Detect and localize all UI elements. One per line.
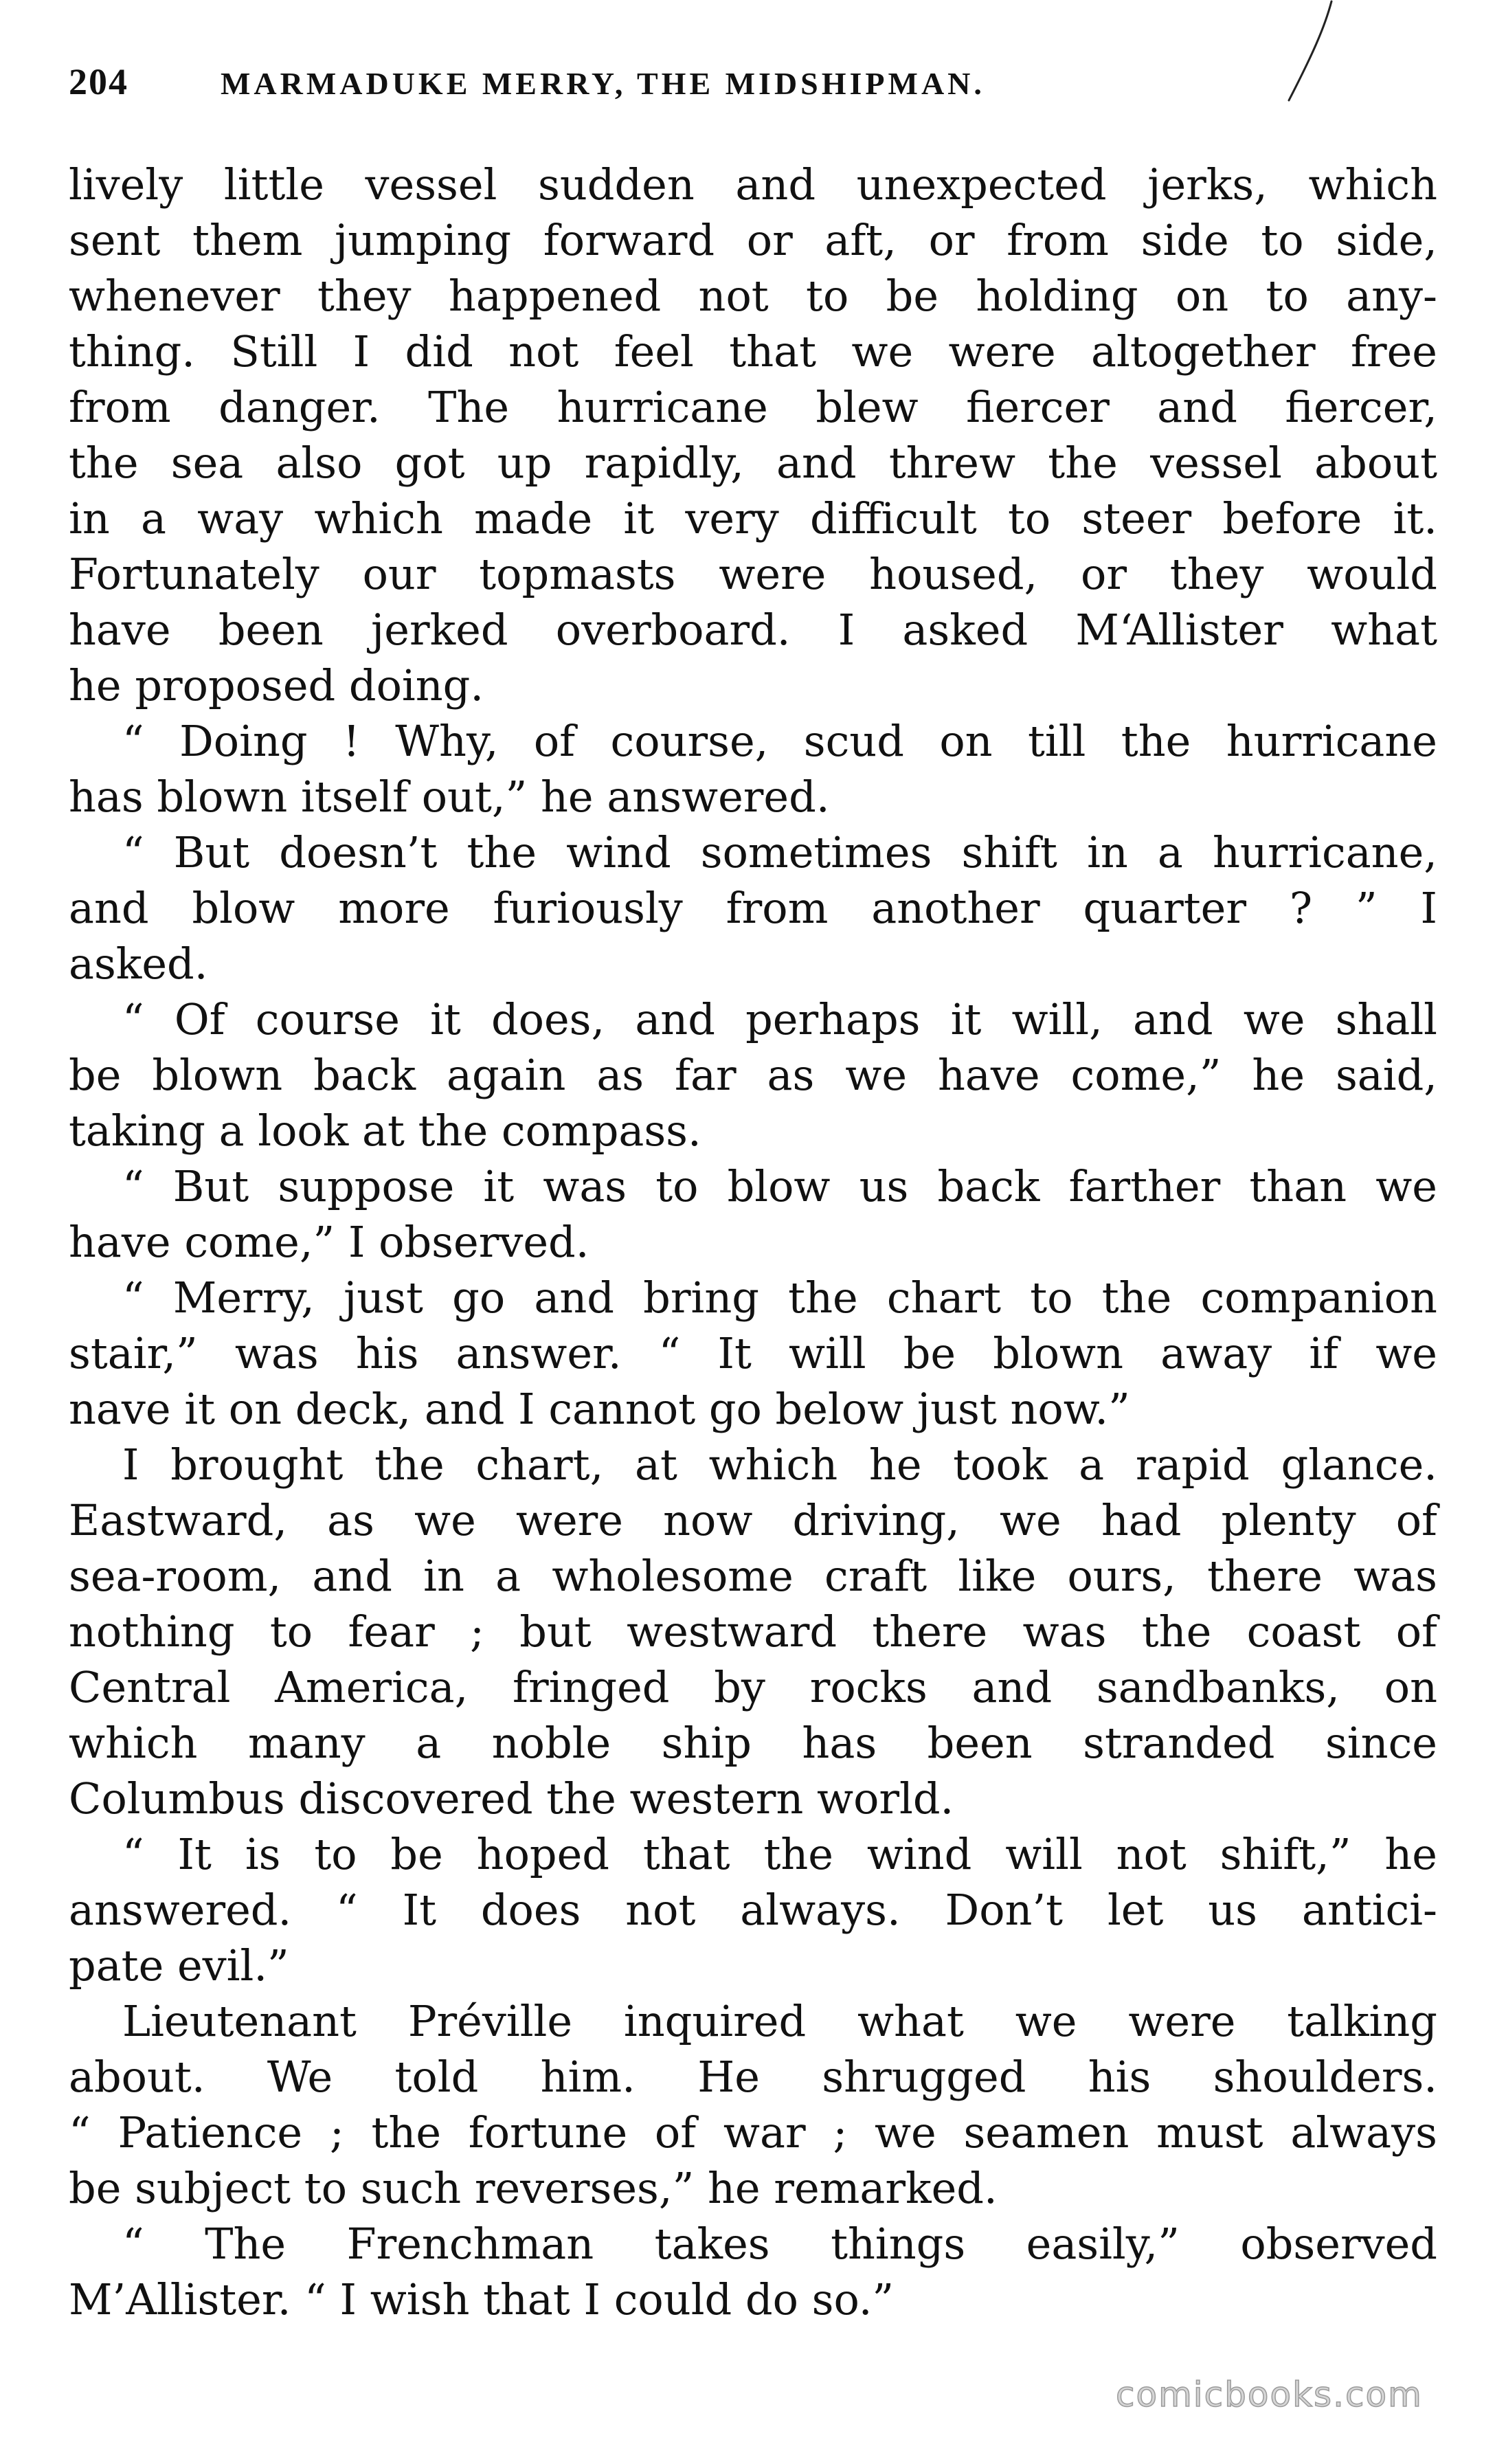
text-line: has blown itself out,” he answered. [69,772,830,822]
text-line: “ But doesn’t the wind sometimes shift in a hurricane, [122,827,1437,877]
text-line: I brought the chart, at which he took a rapid glance. [122,1440,1437,1490]
text-line: about. We told him. He shrugged his shoulders. [69,2052,1437,2102]
text-line: have been jerked overboard. I asked M‘Allister what [69,605,1437,655]
text-line: “ Merry, just go and bring the chart to the companion [122,1273,1437,1323]
text-line: “ The Frenchman takes things easily,” observed [122,2219,1437,2269]
text-line: taking a look at the compass. [69,1106,701,1156]
text-line: from danger. The hurricane blew fiercer and fiercer, [69,382,1437,432]
page-number: 204 [69,61,128,102]
text-line: “ Doing ! Why, of course, scud on till the hurricane [122,716,1437,766]
page-header [69,60,1436,122]
text-line: sent them jumping forward or aft, or from side to side, [69,215,1437,265]
text-line: sea-room, and in a wholesome craft like ours, there was [69,1551,1437,1601]
text-line: and blow more furiously from another quarter ? ” I [69,883,1437,933]
text-line: be blown back again as far as we have come,” he said, [69,1050,1437,1100]
text-line: the sea also got up rapidly, and threw the vessel about [69,438,1437,488]
text-line: Fortunately our topmasts were housed, or they would [69,549,1437,599]
text-line: he proposed doing. [69,660,484,710]
text-line: “ Patience ; the fortune of war ; we seamen must always [69,2107,1437,2158]
text-line: whenever they happened not to be holding on to any- [69,271,1437,321]
text-line: “ It is to be hoped that the wind will not shift,” he [122,1829,1437,1879]
text-line: pate evil.” [69,1940,289,1991]
text-line: nave it on deck, and I cannot go below just now.” [69,1384,1130,1434]
text-line: answered. “ It does not always. Don’t let us antici- [69,1885,1437,1935]
text-line: nothing to fear ; but westward there was the coast of [69,1606,1437,1657]
text-line: lively little vessel sudden and unexpected jerks, which [69,159,1437,210]
text-line: “ But suppose it was to blow us back farther than we [122,1161,1437,1211]
text-line: Eastward, as we were now driving, we had plenty of [69,1495,1437,1545]
body-text [69,157,1437,2327]
text-line: Columbus discovered the western world. [69,1773,954,1824]
running-head: MARMADUKE MERRY, THE MIDSHIPMAN. [221,66,985,101]
text-line: which many a noble ship has been stranded since [69,1718,1437,1768]
text-line: in a way which made it very difficult to steer before it. [69,493,1437,544]
text-line: Central America, fringed by rocks and sandbanks, on [69,1662,1437,1712]
watermark: comicbooks.com [1116,2375,1423,2415]
text-line: thing. Still I did not feel that we were altogether free [69,326,1437,377]
text-line: be subject to such reverses,” he remarked. [69,2163,998,2213]
text-line: M’Allister. “ I wish that I could do so.” [69,2274,895,2325]
text-line: have come,” I observed. [69,1217,589,1267]
text-line: “ Of course it does, and perhaps it will, and we shall [122,994,1437,1044]
text-line: stair,” was his answer. “ It will be blown away if we [69,1328,1437,1378]
text-line: asked. [69,939,208,989]
text-line: Lieutenant Préville inquired what we were talking [122,1996,1437,2046]
